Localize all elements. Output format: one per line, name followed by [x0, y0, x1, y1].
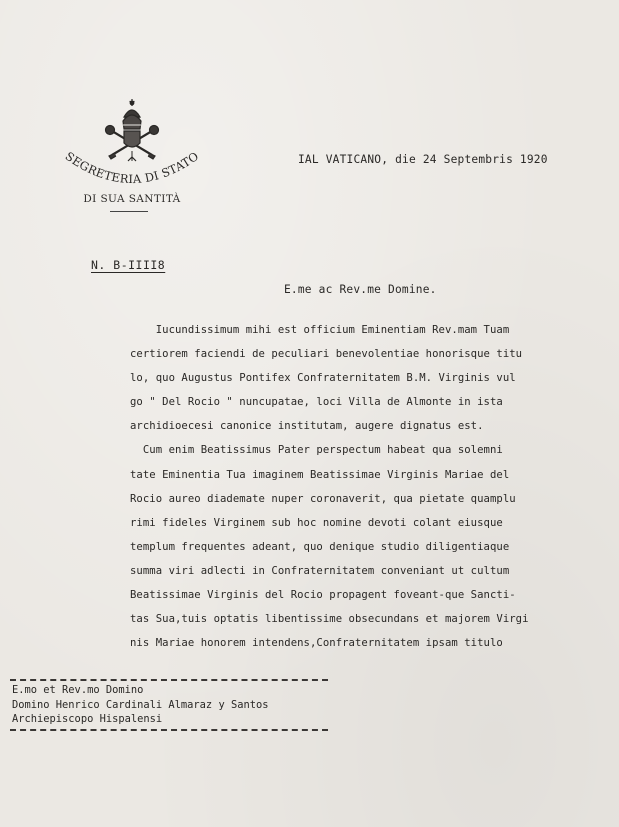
body-line: Beatissimae Virginis del Rocio propagent foveant-que Sancti- — [130, 589, 516, 602]
body-line: Cum enim Beatissimus Pater perspectum habeat qua solemni — [130, 444, 503, 457]
body-line: archidioecesi canonice institutam, augere dignatus est. — [130, 420, 484, 433]
body-line: Iucundissimum mihi est officium Eminentiam Rev.mam Tuam — [130, 324, 510, 336]
body-line: lo, quo Augustus Pontifex Confraternitatem B.M. Virginis vul — [130, 372, 516, 385]
body-line: summa viri adlecti in Confraternitatem conveniant ut cultum — [130, 564, 510, 577]
body-line: tate Eminentia Tua imaginem Beatissimae Virginis Mariae del — [130, 468, 510, 481]
letterhead — [52, 95, 212, 225]
body-line: certiorem faciendi de peculiari benevolentiae honorisque titu — [130, 348, 523, 361]
body-line: Rocio aureo diademate nuper coronaverit, qua pietate quamplu — [130, 492, 516, 505]
body-line: rimi fideles Virginem sub hoc nomine devoti colant eiusque — [130, 516, 503, 529]
letterhead-arc-text: SEGRETERIA DI STATO — [62, 148, 202, 187]
salutation: E.me ac Rev.me Domine. — [284, 283, 437, 296]
papal-coat-of-arms-icon — [52, 95, 212, 205]
addressee-line: Domino Henrico Cardinali Almaraz y Santos — [12, 698, 269, 711]
body-line: go " Del Rocio " nuncupatae, loci Villa de Almonte in ista — [130, 396, 503, 409]
addressee-line: E.mo et Rev.mo Domino — [12, 684, 144, 696]
dateline: IAL VATICANO, die 24 Septembris 1920 — [298, 153, 548, 166]
divider-bottom — [10, 729, 328, 731]
addressee-block — [12, 683, 268, 727]
divider-top — [10, 679, 328, 681]
body-line: templum frequentes adeant, quo denique studio diligentiaque — [130, 540, 510, 553]
addressee-line: Archiepiscopo Hispalensi — [12, 713, 163, 726]
letterhead-subtitle: DI SUA SANTITÀ — [83, 193, 181, 205]
body-line: tas Sua,tuis optatis libentissime obsecundans et majorem Virgi — [130, 613, 529, 626]
protocol-number: N. B-IIII8 — [91, 258, 166, 272]
body-line: nis Mariae honorem intendens,Confraternitatem ipsam titulo — [130, 637, 503, 650]
letterhead-rule — [110, 211, 148, 212]
letter-body — [130, 318, 600, 655]
